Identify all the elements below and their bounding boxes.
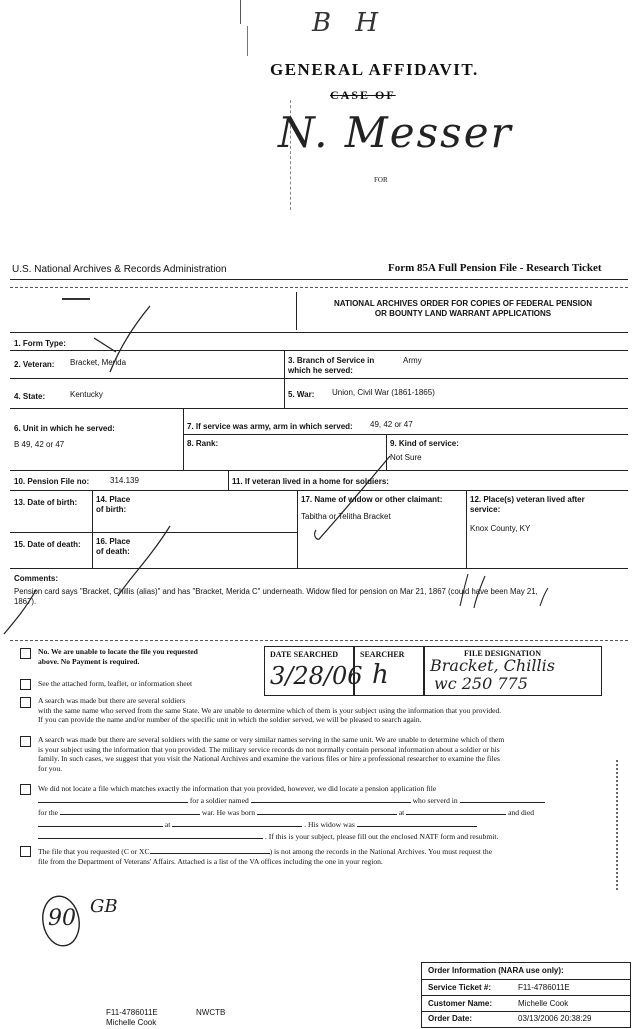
card-initials: B H [312, 8, 387, 38]
order-title-2: OR BOUNTY LAND WARRANT APPLICATIONS [374, 309, 552, 318]
state-label: 4. State: [14, 392, 46, 401]
circled-number: 90 [48, 906, 76, 931]
date-searched-value: 3/28/06 [270, 662, 363, 690]
order-info-title: Order Information (NARA use only): [428, 966, 564, 975]
scan-noise [616, 760, 624, 890]
card-for-label: FOR [374, 176, 388, 184]
branch-value: Army [403, 356, 422, 365]
pension-label: 10. Pension File no: [14, 477, 90, 486]
branch-label: 3. Branch of Service in which he served: [288, 356, 375, 375]
option-va-checkbox[interactable] [20, 846, 31, 857]
veteran-label: 2. Veteran: [14, 360, 55, 369]
death-date-label: 15. Date of death: [14, 540, 81, 549]
option-several-state-text: A search was made but there are several soldiers with the same name who served from the same State. We are unable to determine which of them is your subject using the information that you provided. If you can provide the name and/or number of the specific unit in which the soldier served, we will be pleased to search again. [38, 696, 502, 724]
searcher-value: h [372, 660, 389, 690]
widow-value: Tabitha or Telitha Bracket [301, 512, 391, 521]
search-stamp [264, 646, 604, 696]
war-value: Union, Civil War (1861-1865) [332, 388, 435, 397]
option-attached-form-text: See the attached form, leaflet, or information sheet [38, 679, 193, 688]
birth-place-label: 14. Place of birth: [96, 495, 131, 514]
customer-value: Michelle Cook [518, 999, 569, 1008]
widow-label: 17. Name of widow or other claimant: [301, 495, 443, 504]
option-several-unit-checkbox[interactable] [20, 736, 31, 747]
agency-name: U.S. National Archives & Records Administration [12, 264, 227, 275]
state-value: Kentucky [70, 390, 103, 399]
comments-line-1: Pension card says "Bracket, Chillis (alias)" and has "Bracket, Merida C" underneath. Widow filed for pension on Mar 21, 1867 (could have been May 21, [14, 587, 538, 596]
home-label: 11. If veteran lived in a home for soldiers: [232, 477, 389, 486]
footer-customer: Michelle Cook [106, 1018, 157, 1027]
birth-date-label: 13. Date of birth: [14, 498, 78, 507]
arm-label: 7. If service was army, arm in which served: [187, 422, 353, 431]
comments-label: Comments: [14, 574, 59, 583]
order-title-1: NATIONAL ARCHIVES ORDER FOR COPIES OF FEDERAL PENSION [334, 299, 592, 308]
footer-code: NWCTB [196, 1008, 226, 1017]
places-value: Knox County, KY [470, 524, 531, 533]
option-several-unit-text: A search was made but there are several soldiers with the same or very similar names serving in the same unit. We are unable to determine which of them is your subject using the information that you provided. The military service records do not normally contain personal information about a soldier or his family. In such cases, we suggest that you visit the National Archives and examine the various files or hire a professional researcher to examine the files for you. [38, 735, 505, 773]
veteran-value: Bracket, Merida [70, 358, 127, 367]
file-line-1: Bracket, Chillis [430, 656, 555, 675]
card-case-of: CASE OF [330, 88, 396, 102]
pension-value: 314.139 [110, 476, 139, 485]
kind-label: 9. Kind of service: [390, 439, 459, 448]
ticket-label: Service Ticket #: [428, 983, 492, 992]
handwritten-initials: GB [90, 896, 118, 917]
unit-label: 6. Unit in which he served: [14, 424, 115, 433]
handwritten-marks [0, 290, 640, 650]
rank-label: 8. Rank: [187, 439, 219, 448]
card-title: GENERAL AFFIDAVIT. [270, 60, 479, 79]
option-not-located-checkbox[interactable] [20, 648, 31, 659]
option-attached-form-checkbox[interactable] [20, 679, 31, 690]
order-date-value: 03/13/2006 20:38:29 [518, 1014, 592, 1023]
order-date-label: Order Date: [428, 1014, 473, 1023]
searcher-label: SEARCHER [360, 650, 405, 659]
death-place-label: 16. Place of death: [96, 537, 131, 556]
footer-ticket: F11-4786011E [106, 1008, 158, 1017]
comments-line-2: 1867). [14, 597, 37, 606]
unit-value: B 49, 42 or 47 [14, 440, 65, 449]
option-not-located-text: No. We are unable to locate the file you requested above. No Payment is required. [38, 647, 198, 666]
ticket-value: F11-4786011E [518, 983, 570, 992]
war-label: 5. War: [288, 390, 315, 399]
file-designation-label: FILE DESIGNATION [464, 649, 541, 658]
order-info-box [421, 962, 631, 1028]
form-type-label: 1. Form Type: [14, 339, 66, 348]
form-title: Form 85A Full Pension File - Research Ticket [388, 262, 602, 274]
option-several-state-checkbox[interactable] [20, 697, 31, 708]
option-va-text: The file that you requested (C or XC ) is not among the records in the National Archives. You must request the file from the Department of Veterans' Affairs. Attached is a list of the VA offices including the one in your region. [38, 847, 493, 866]
customer-label: Customer Name: [428, 999, 493, 1008]
option-alternate-file-checkbox[interactable] [20, 784, 31, 795]
arm-value: 49, 42 or 47 [370, 420, 413, 429]
kind-value: Not Sure [390, 453, 422, 462]
card-signature: N. Messer [278, 108, 513, 157]
places-label: 12. Place(s) veteran lived after service: [470, 495, 585, 514]
option-alternate-file-text: We did not locate a file which matches exactly the information that you provided, however, we did locate a pension application file for a soldier named who serverd in for the war. He was born at and died at . His widow was . If this is your subject, please fill out the enclosed NATF form and resubmit. [38, 783, 578, 842]
date-searched-label: DATE SEARCHED [270, 650, 339, 659]
file-line-2: wc 250 775 [434, 674, 528, 693]
